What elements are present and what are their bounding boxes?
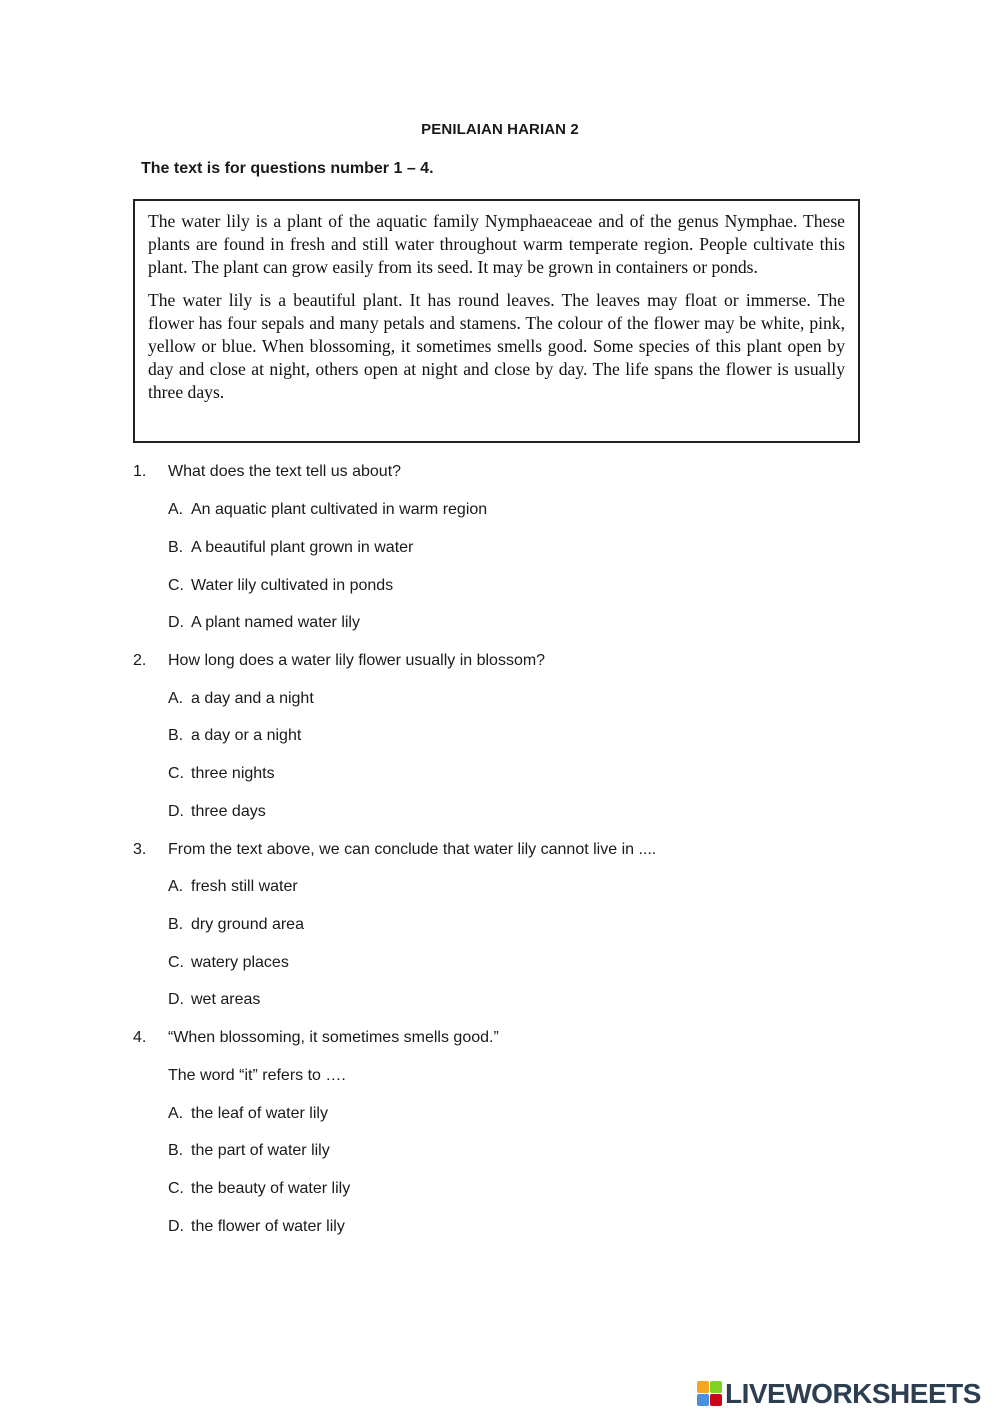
question-4-option-b[interactable] bbox=[168, 1141, 330, 1161]
question-1-option-d[interactable] bbox=[168, 613, 360, 633]
option-text: watery places bbox=[191, 954, 289, 971]
option-text: fresh still water bbox=[191, 878, 298, 895]
question-number: 1. bbox=[133, 463, 147, 480]
passage-paragraph-2: The water lily is a beautiful plant. It has round leaves. The leaves may float or immerse. The flower has four sepals and many petals and stamens. The colour of the flower may be white, pink, yellow or blue. When blossoming, it sometimes smells good. Some species of this plant open by day and close at night, others open at night and close by day. The life spans the flower is usually three days. bbox=[148, 290, 845, 402]
logo-square-3 bbox=[697, 1394, 709, 1406]
question-text: From the text above, we can conclude that water lily cannot live in .... bbox=[168, 841, 657, 858]
option-text: An aquatic plant cultivated in warm region bbox=[191, 501, 488, 518]
question-4-subtext: The word “it” refers to …. bbox=[168, 1067, 346, 1084]
passage-paragraph-1: The water lily is a plant of the aquatic family Nymphaeaceae and of the genus Nymphae. These plants are found in fresh and still water throughout warm temperate region. People cultivate this plant. The plant can grow easily from its seed. It may be grown in containers or ponds. bbox=[148, 211, 845, 277]
question-number: 2. bbox=[133, 652, 147, 669]
option-letter: C. bbox=[168, 765, 184, 782]
option-text: three days bbox=[191, 803, 266, 820]
question-number: 3. bbox=[133, 841, 147, 858]
option-text: Water lily cultivated in ponds bbox=[191, 577, 394, 594]
option-letter: D. bbox=[168, 803, 184, 820]
logo-square-4 bbox=[710, 1394, 722, 1406]
option-text: the flower of water lily bbox=[191, 1218, 345, 1235]
question-2-option-b[interactable] bbox=[168, 726, 301, 746]
option-letter: D. bbox=[168, 991, 184, 1008]
question-4-option-c[interactable] bbox=[168, 1179, 350, 1199]
option-text: the part of water lily bbox=[191, 1142, 330, 1159]
question-1-option-c[interactable] bbox=[168, 576, 393, 596]
liveworksheets-logo-icon bbox=[697, 1381, 723, 1407]
option-text: A beautiful plant grown in water bbox=[191, 539, 414, 556]
option-letter: D. bbox=[168, 614, 184, 631]
question-2-option-a[interactable] bbox=[168, 689, 314, 709]
option-letter: C. bbox=[168, 1180, 184, 1197]
question-3-option-d[interactable] bbox=[168, 990, 260, 1010]
option-letter: B. bbox=[168, 916, 184, 933]
option-text: dry ground area bbox=[191, 916, 304, 933]
option-text: a day or a night bbox=[191, 727, 302, 744]
reading-passage-box bbox=[133, 199, 860, 443]
question-1-option-b[interactable] bbox=[168, 538, 413, 558]
option-text: a day and a night bbox=[191, 690, 314, 707]
option-letter: B. bbox=[168, 539, 184, 556]
question-4-option-a[interactable] bbox=[168, 1104, 328, 1124]
option-letter: A. bbox=[168, 1105, 184, 1122]
option-text: wet areas bbox=[191, 991, 261, 1008]
brand-name: LIVEWORKSHEETS bbox=[725, 1378, 981, 1409]
question-3-option-c[interactable] bbox=[168, 953, 289, 973]
option-letter: A. bbox=[168, 501, 184, 518]
option-letter: B. bbox=[168, 1142, 184, 1159]
question-1-option-a[interactable] bbox=[168, 500, 487, 520]
option-text: the leaf of water lily bbox=[191, 1105, 328, 1122]
question-4-option-d[interactable] bbox=[168, 1217, 345, 1237]
logo-square-2 bbox=[710, 1381, 722, 1393]
option-letter: A. bbox=[168, 690, 184, 707]
question-3-option-a[interactable] bbox=[168, 877, 298, 897]
page-title: PENILAIAN HARIAN 2 bbox=[421, 121, 579, 138]
option-text: three nights bbox=[191, 765, 275, 782]
question-text: How long does a water lily flower usually in blossom? bbox=[168, 652, 546, 669]
option-text: A plant named water lily bbox=[191, 614, 360, 631]
option-text: the beauty of water lily bbox=[191, 1180, 351, 1197]
question-text: What does the text tell us about? bbox=[168, 463, 402, 480]
question-2-option-c[interactable] bbox=[168, 764, 275, 784]
option-letter: C. bbox=[168, 577, 184, 594]
logo-square-1 bbox=[697, 1381, 709, 1393]
option-letter: D. bbox=[168, 1218, 184, 1235]
question-text: “When blossoming, it sometimes smells good.” bbox=[168, 1029, 499, 1046]
instruction-text: The text is for questions number 1 – 4. bbox=[141, 160, 434, 177]
option-letter: C. bbox=[168, 954, 184, 971]
option-letter: A. bbox=[168, 878, 184, 895]
question-2-option-d[interactable] bbox=[168, 802, 266, 822]
liveworksheets-brand[interactable] bbox=[697, 1378, 981, 1410]
option-letter: B. bbox=[168, 727, 184, 744]
question-number: 4. bbox=[133, 1029, 147, 1046]
question-3-option-b[interactable] bbox=[168, 915, 304, 935]
